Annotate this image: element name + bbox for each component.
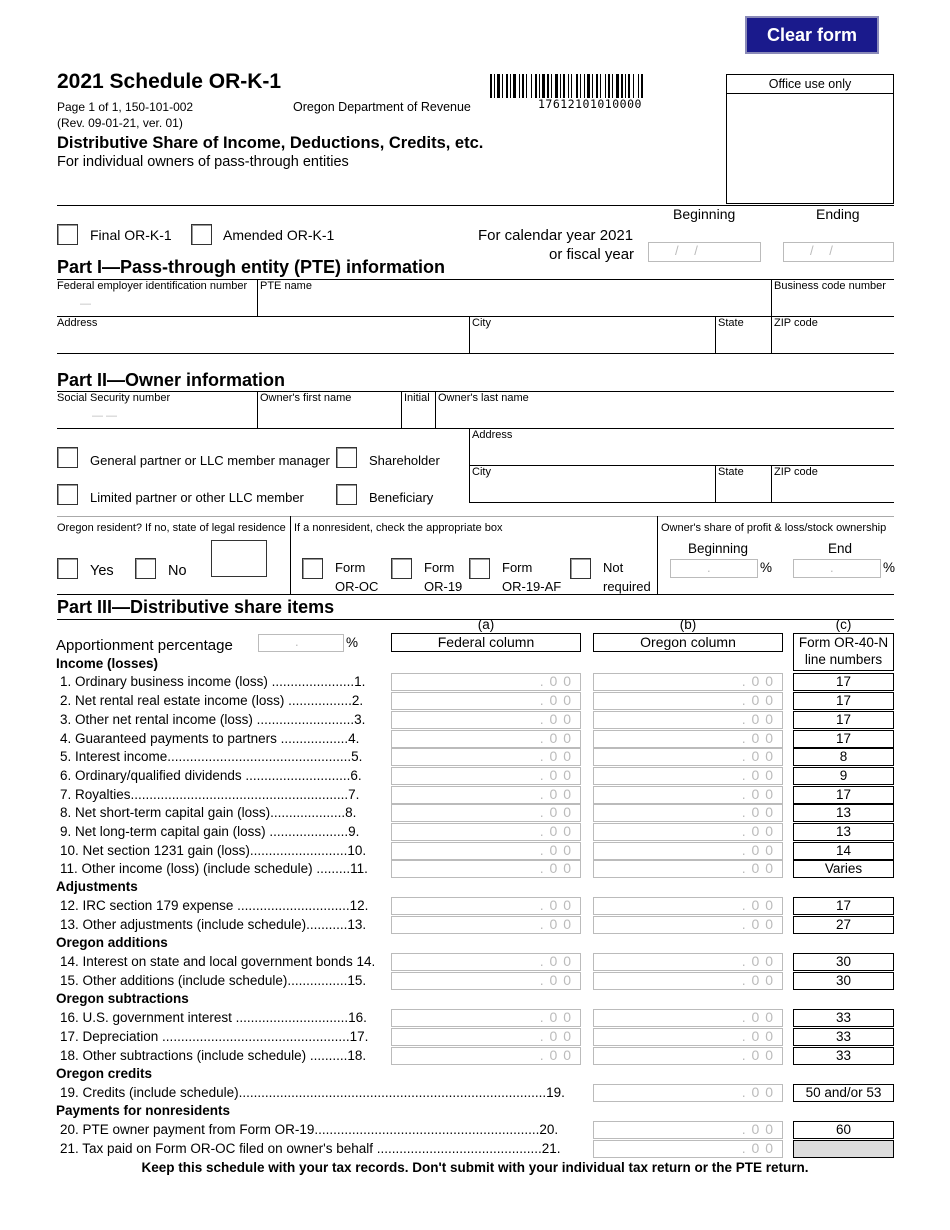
cents-placeholder: . 0 0 — [741, 1028, 774, 1044]
divider — [257, 391, 258, 429]
line-2-or40n-ref: 17 — [793, 692, 894, 710]
line-11-oregon-input[interactable] — [593, 860, 783, 878]
line-13-label: 13. Other adjustments (include schedule)...........13. — [60, 917, 367, 932]
line-11-label: 11. Other income (loss) (include schedule) .........11. — [60, 861, 368, 876]
department-name: Oregon Department of Revenue — [293, 100, 471, 114]
cents-placeholder: . 0 0 — [741, 1084, 774, 1100]
line-1-or40n-ref: 17 — [793, 673, 894, 691]
line-6-or40n-ref: 9 — [793, 767, 894, 785]
cents-placeholder: . 0 0 — [741, 842, 774, 858]
barcode-bar — [625, 74, 626, 98]
line-9-label: 9. Net long-term capital gain (loss) .....................9. — [60, 824, 360, 839]
barcode-bar — [506, 74, 508, 98]
decimal-point: . — [295, 634, 299, 649]
barcode-bar — [542, 74, 545, 98]
cents-placeholder: . 0 0 — [741, 767, 774, 783]
barcode-bar — [490, 74, 492, 98]
barcode-bar — [547, 74, 549, 98]
shareholder-checkbox[interactable] — [336, 447, 357, 468]
line-19-label: 19. Credits (include schedule)..................................................................................19. — [60, 1085, 565, 1100]
line-4-oregon-input[interactable] — [593, 730, 783, 748]
cents-placeholder: . 0 0 — [741, 1047, 774, 1063]
line-8-label: 8. Net short-term capital gain (loss)....................8. — [60, 805, 357, 820]
line-13-oregon-input[interactable] — [593, 916, 783, 934]
divider — [657, 516, 658, 595]
beginning-label: Beginning — [673, 206, 736, 222]
barcode-bar — [531, 74, 532, 98]
decimal-point: . — [830, 560, 834, 575]
form-or19-label: Form — [424, 560, 455, 575]
barcode-bar — [616, 74, 619, 98]
cents-placeholder: . 0 0 — [741, 1009, 774, 1025]
line-21-label: 21. Tax paid on Form OR-OC filed on owner's behalf ............................................21. — [60, 1141, 561, 1156]
line-19-oregon-input[interactable] — [593, 1084, 783, 1102]
cents-placeholder: . 0 0 — [741, 748, 774, 764]
barcode-bar — [551, 74, 552, 98]
line-12-federal-input[interactable] — [391, 897, 581, 915]
percent-sign: % — [883, 560, 896, 575]
col-b-header: (b) — [679, 617, 697, 632]
city-label: City — [472, 317, 491, 329]
last-name-label: Owner's last name — [438, 392, 529, 404]
cents-placeholder: . 0 0 — [539, 842, 572, 858]
line-12-label: 12. IRC section 179 expense ..............................12. — [60, 898, 369, 913]
line-5-oregon-input[interactable] — [593, 748, 783, 766]
line-8-federal-input[interactable] — [391, 804, 581, 822]
beneficiary-label: Beneficiary — [369, 490, 434, 505]
cents-placeholder: . 0 0 — [539, 953, 572, 969]
cents-placeholder: . 0 0 — [741, 1140, 774, 1156]
barcode-bar — [605, 74, 606, 98]
form-subtitle: Distributive Share of Income, Deductions, Credits, etc. — [57, 134, 484, 152]
col-c-header: (c) — [835, 617, 852, 632]
part1-line-bottom — [57, 353, 894, 354]
line-2-federal-input[interactable] — [391, 692, 581, 710]
section-adjustments: Adjustments — [56, 879, 138, 894]
line-9-or40n-ref: 13 — [793, 823, 894, 841]
line-14-or40n-ref: 30 — [793, 953, 894, 971]
cents-placeholder: . 0 0 — [539, 711, 572, 727]
divider — [771, 279, 772, 317]
divider — [771, 465, 772, 503]
decimal-point: . — [707, 560, 711, 575]
barcode-bar — [621, 74, 623, 98]
line-4-federal-input[interactable] — [391, 730, 581, 748]
line-3-oregon-input[interactable] — [593, 711, 783, 729]
line-18-federal-input[interactable] — [391, 1047, 581, 1065]
cents-placeholder: . 0 0 — [741, 972, 774, 988]
share-beginning-label: Beginning — [688, 541, 749, 556]
barcode-bar — [519, 74, 520, 98]
cents-placeholder: . 0 0 — [539, 730, 572, 746]
revision-info: (Rev. 09-01-21, ver. 01) — [57, 116, 183, 130]
cents-placeholder: . 0 0 — [741, 711, 774, 727]
barcode-bar — [502, 74, 503, 98]
not-required-label: Not — [603, 560, 624, 575]
line-17-federal-input[interactable] — [391, 1028, 581, 1046]
ssn-field[interactable]: — — — [92, 410, 118, 422]
section-subtractions: Oregon subtractions — [56, 991, 189, 1006]
limited-partner-label: Limited partner or other LLC member — [90, 490, 304, 505]
barcode-bar — [568, 74, 569, 98]
divider — [771, 316, 772, 354]
line-10-or40n-ref: 14 — [793, 842, 894, 860]
legal-residence-state-field[interactable] — [211, 540, 267, 577]
line-4-or40n-ref: 17 — [793, 730, 894, 748]
line-17-oregon-input[interactable] — [593, 1028, 783, 1046]
not-required-checkbox[interactable] — [570, 558, 591, 579]
cents-placeholder: . 0 0 — [539, 786, 572, 802]
final-label: Final OR-K-1 — [90, 227, 172, 243]
divider — [469, 316, 470, 354]
fiscal-begin-field[interactable] — [648, 242, 761, 262]
barcode-bar — [608, 74, 610, 98]
line-1-federal-input[interactable] — [391, 673, 581, 691]
line-16-oregon-input[interactable] — [593, 1009, 783, 1027]
line-17-label: 17. Depreciation ..................................................17. — [60, 1029, 369, 1044]
line-12-oregon-input[interactable] — [593, 897, 783, 915]
form-oroc-label: Form — [335, 560, 366, 575]
resident-yes-label: Yes — [90, 563, 114, 579]
cents-placeholder: . 0 0 — [741, 953, 774, 969]
fein-label: Federal employer identification number — [57, 280, 248, 292]
cents-placeholder: . 0 0 — [539, 692, 572, 708]
footer-note: Keep this schedule with your tax records. Don't submit with your individual tax return or the PTE return. — [141, 1160, 809, 1175]
apportionment-field[interactable] — [258, 634, 344, 652]
cents-placeholder: . 0 0 — [539, 897, 572, 913]
cents-placeholder: . 0 0 — [539, 1009, 572, 1025]
beneficiary-checkbox[interactable] — [336, 484, 357, 505]
ending-label: Ending — [816, 206, 860, 222]
line-1-oregon-input[interactable] — [593, 673, 783, 691]
barcode-bar — [596, 74, 598, 98]
owner-city-label: City — [472, 466, 491, 478]
cents-placeholder: . 0 0 — [539, 972, 572, 988]
line-9-federal-input[interactable] — [391, 823, 581, 841]
first-name-label: Owner's first name — [260, 392, 352, 404]
or40n-column-header — [793, 633, 894, 671]
resident-no-checkbox[interactable] — [135, 558, 156, 579]
line-6-federal-input[interactable] — [391, 767, 581, 785]
barcode-bar — [641, 74, 643, 98]
line-18-or40n-ref: 33 — [793, 1047, 894, 1065]
form-or19af-checkbox[interactable] — [469, 558, 490, 579]
barcode-bar — [584, 74, 585, 98]
fiscal-end-field[interactable] — [783, 242, 894, 262]
part1-title: Part I—Pass-through entity (PTE) information — [57, 257, 446, 277]
pte-name-label: PTE name — [260, 280, 312, 292]
line-14-label: 14. Interest on state and local government bonds 14. — [60, 954, 376, 969]
line-21-or40n-ref — [793, 1140, 894, 1158]
resident-question: Oregon resident? If no, state of legal residence — [57, 522, 286, 534]
cents-placeholder: . 0 0 — [741, 897, 774, 913]
calendar-year-label: For calendar year 2021 — [478, 227, 634, 244]
fiscal-year-label: or fiscal year — [549, 246, 635, 263]
line-7-label: 7. Royalties..........................................................7. — [60, 787, 360, 802]
divider — [715, 465, 716, 503]
barcode-bar — [628, 74, 630, 98]
barcode-bar — [633, 74, 634, 98]
form-or19af-label-2: OR-19-AF — [502, 579, 562, 594]
line-9-oregon-input[interactable] — [593, 823, 783, 841]
line-5-or40n-ref: 8 — [793, 748, 894, 766]
form-title: 2021 Schedule OR-K-1 — [57, 70, 282, 93]
line-10-oregon-input[interactable] — [593, 842, 783, 860]
part2-line-bottom — [57, 594, 894, 595]
line-16-label: 16. U.S. government interest ..............................16. — [60, 1010, 367, 1025]
barcode-bar — [522, 74, 524, 98]
or40n-header-line2: line numbers — [804, 652, 883, 667]
barcode-bar — [539, 74, 540, 98]
line-15-or40n-ref: 30 — [793, 972, 894, 990]
line-4-label: 4. Guaranteed payments to partners ..................4. — [60, 731, 360, 746]
cents-placeholder: . 0 0 — [741, 730, 774, 746]
fein-field[interactable]: — — [80, 298, 91, 310]
section-payments: Payments for nonresidents — [56, 1103, 231, 1118]
line-11-or40n-ref: Varies — [793, 860, 894, 878]
initial-label: Initial — [404, 392, 430, 404]
line-3-federal-input[interactable] — [391, 711, 581, 729]
barcode-bar — [580, 74, 581, 98]
shareholder-label: Shareholder — [369, 453, 440, 468]
line-1-label: 1. Ordinary business income (loss) ......................1. — [60, 674, 366, 689]
federal-column-header: Federal column — [391, 633, 581, 652]
line-21-oregon-input[interactable] — [593, 1140, 783, 1158]
divider — [435, 391, 436, 429]
line-2-oregon-input[interactable] — [593, 692, 783, 710]
ssn-label: Social Security number — [57, 392, 171, 404]
business-code-label: Business code number — [774, 280, 886, 292]
barcode-bar — [497, 74, 500, 98]
barcode-bar — [592, 74, 593, 98]
form-subtitle-secondary: For individual owners of pass-through entities — [57, 154, 349, 170]
barcode-bar — [513, 74, 516, 98]
barcode-bar — [612, 74, 613, 98]
line-7-federal-input[interactable] — [391, 786, 581, 804]
cents-placeholder: . 0 0 — [741, 916, 774, 932]
office-use-box — [726, 74, 894, 204]
divider — [469, 502, 894, 503]
amended-label: Amended OR-K-1 — [223, 227, 335, 243]
clear-form-button[interactable]: Clear form — [745, 16, 879, 54]
cents-placeholder: . 0 0 — [539, 823, 572, 839]
divider — [401, 391, 402, 429]
address-label: Address — [57, 317, 98, 329]
cents-placeholder: . 0 0 — [539, 673, 572, 689]
barcode-bar — [571, 74, 572, 98]
cents-placeholder: . 0 0 — [741, 786, 774, 802]
divider — [257, 279, 258, 317]
zip-label: ZIP code — [774, 317, 818, 329]
line-8-or40n-ref: 13 — [793, 804, 894, 822]
line-7-or40n-ref: 17 — [793, 786, 894, 804]
cents-placeholder: . 0 0 — [539, 860, 572, 876]
owner-state-label: State — [718, 466, 744, 478]
line-5-federal-input[interactable] — [391, 748, 581, 766]
line-16-federal-input[interactable] — [391, 1009, 581, 1027]
divider — [290, 516, 291, 595]
general-partner-checkbox[interactable] — [57, 447, 78, 468]
date-placeholder: / / — [675, 243, 704, 258]
section-income: Income (losses) — [56, 656, 159, 671]
line-6-label: 6. Ordinary/qualified dividends ............................6. — [60, 768, 362, 783]
cents-placeholder: . 0 0 — [539, 767, 572, 783]
or40n-header-line1: Form OR-40-N — [798, 635, 889, 650]
line-10-federal-input[interactable] — [391, 842, 581, 860]
line-14-federal-input[interactable] — [391, 953, 581, 971]
cents-placeholder: . 0 0 — [539, 1028, 572, 1044]
owner-address-label: Address — [472, 429, 513, 441]
cents-placeholder: . 0 0 — [741, 804, 774, 820]
barcode-bar — [587, 74, 590, 98]
barcode-bar — [535, 74, 537, 98]
part2-title: Part II—Owner information — [57, 370, 286, 390]
line-7-oregon-input[interactable] — [593, 786, 783, 804]
line-15-label: 15. Other additions (include schedule)................15. — [60, 973, 367, 988]
barcode-bar — [576, 74, 578, 98]
general-partner-label: General partner or LLC member manager — [90, 453, 330, 468]
share-end-field[interactable] — [793, 559, 881, 578]
resident-yes-checkbox[interactable] — [57, 558, 78, 579]
cents-placeholder: . 0 0 — [741, 692, 774, 708]
share-beginning-field[interactable] — [670, 559, 758, 578]
line-20-label: 20. PTE owner payment from Form OR-19............................................................20. — [60, 1122, 559, 1137]
cents-placeholder: . 0 0 — [539, 748, 572, 764]
line-20-or40n-ref: 60 — [793, 1121, 894, 1139]
cents-placeholder: . 0 0 — [741, 1121, 774, 1137]
cents-placeholder: . 0 0 — [741, 823, 774, 839]
percent-sign: % — [346, 635, 359, 650]
state-label: State — [718, 317, 744, 329]
line-15-federal-input[interactable] — [391, 972, 581, 990]
line-16-or40n-ref: 33 — [793, 1009, 894, 1027]
not-required-label-2: required — [603, 579, 651, 594]
barcode-bar — [510, 74, 511, 98]
barcode-image — [490, 74, 704, 98]
line-19-or40n-ref: 50 and/or 53 — [793, 1084, 894, 1102]
cents-placeholder: . 0 0 — [539, 916, 572, 932]
line-5-label: 5. Interest income.................................................5. — [60, 749, 363, 764]
barcode-bar — [494, 74, 495, 98]
line-13-federal-input[interactable] — [391, 916, 581, 934]
apportionment-label: Apportionment percentage — [56, 637, 233, 654]
section-credits: Oregon credits — [56, 1066, 153, 1081]
form-or19-label-2: OR-19 — [424, 579, 463, 594]
section-additions: Oregon additions — [56, 935, 168, 950]
line-3-or40n-ref: 17 — [793, 711, 894, 729]
line-18-oregon-input[interactable] — [593, 1047, 783, 1065]
page-info: Page 1 of 1, 150-101-002 — [57, 100, 194, 114]
header-divider — [57, 205, 894, 206]
nonresident-question: If a nonresident, check the appropriate box — [294, 522, 503, 534]
col-a-header: (a) — [477, 617, 495, 632]
cents-placeholder: . 0 0 — [539, 804, 572, 820]
owner-zip-label: ZIP code — [774, 466, 818, 478]
form-oroc-label-2: OR-OC — [335, 579, 379, 594]
line-18-label: 18. Other subtractions (include schedule) ..........18. — [60, 1048, 367, 1063]
barcode-number: 17612101010000 — [538, 97, 642, 111]
date-placeholder: / / — [810, 243, 839, 258]
limited-partner-checkbox[interactable] — [57, 484, 78, 505]
line-20-oregon-input[interactable] — [593, 1121, 783, 1139]
line-15-oregon-input[interactable] — [593, 972, 783, 990]
final-checkbox[interactable] — [57, 224, 78, 245]
form-or19-checkbox[interactable] — [391, 558, 412, 579]
form-or19af-label: Form — [502, 560, 533, 575]
line-14-oregon-input[interactable] — [593, 953, 783, 971]
line-11-federal-input[interactable] — [391, 860, 581, 878]
share-end-label: End — [828, 541, 853, 556]
barcode-bar — [638, 74, 639, 98]
ownership-share-title: Owner's share of profit & loss/stock ownership — [661, 522, 887, 534]
barcode-bar — [600, 74, 601, 98]
cents-placeholder: . 0 0 — [539, 1047, 572, 1063]
line-12-or40n-ref: 17 — [793, 897, 894, 915]
divider — [469, 465, 894, 466]
line-2-label: 2. Net rental real estate income (loss) .................2. — [60, 693, 364, 708]
resident-no-label: No — [168, 563, 187, 579]
barcode-bar — [555, 74, 558, 98]
percent-sign: % — [760, 560, 773, 575]
divider — [715, 316, 716, 354]
line-6-oregon-input[interactable] — [593, 767, 783, 785]
line-17-or40n-ref: 33 — [793, 1028, 894, 1046]
divider — [57, 516, 894, 517]
barcode-bar — [560, 74, 561, 98]
barcode-bar — [526, 74, 527, 98]
line-3-label: 3. Other net rental income (loss) ..........................3. — [60, 712, 366, 727]
form-oroc-checkbox[interactable] — [302, 558, 323, 579]
office-use-label: Office use only — [727, 75, 893, 94]
cents-placeholder: . 0 0 — [741, 673, 774, 689]
line-13-or40n-ref: 27 — [793, 916, 894, 934]
amended-checkbox[interactable] — [191, 224, 212, 245]
line-8-oregon-input[interactable] — [593, 804, 783, 822]
line-10-label: 10. Net section 1231 gain (loss)..........................10. — [60, 843, 367, 858]
cents-placeholder: . 0 0 — [741, 860, 774, 876]
part3-title: Part III—Distributive share items — [57, 597, 335, 617]
oregon-column-header: Oregon column — [593, 633, 783, 652]
barcode-bar — [563, 74, 565, 98]
